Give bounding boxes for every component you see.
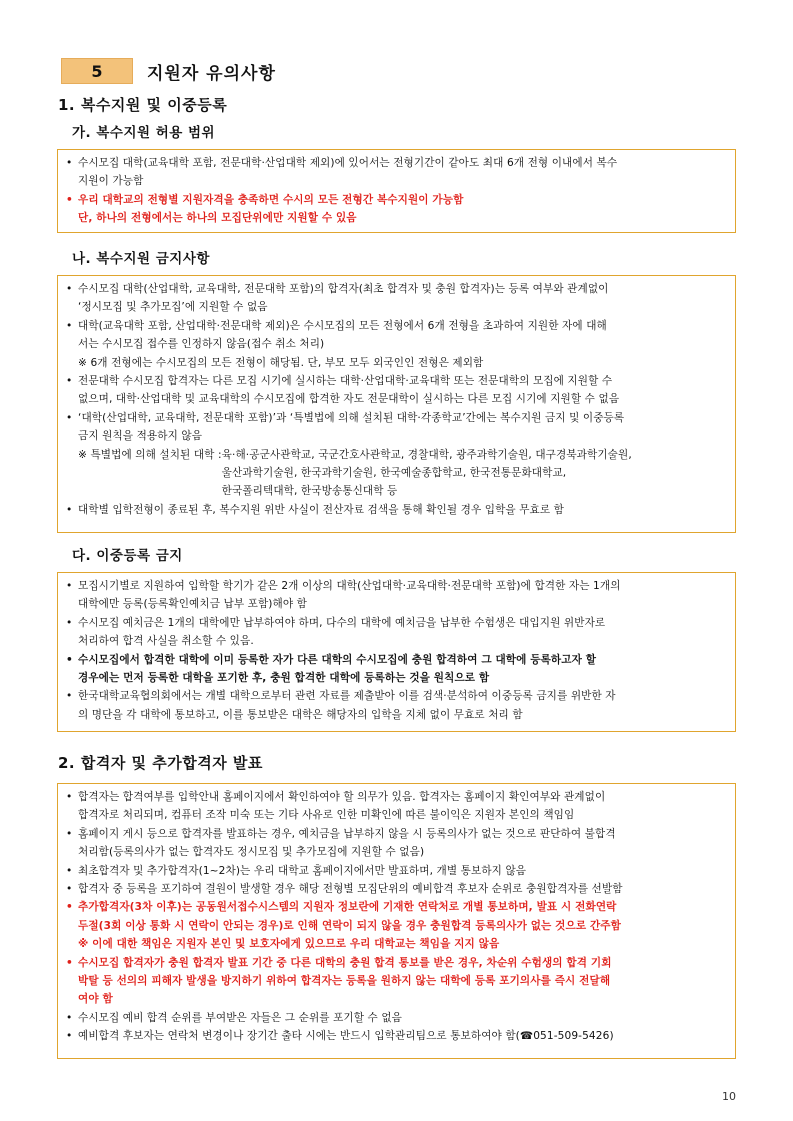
- list-item: • 합격자 중 등록을 포기하여 결원이 발생할 경우 해당 전형별 모집단위의 예비합격 후보자 순위로 충원합격자를 선발함: [66, 883, 623, 896]
- list-item: • 수시모집 예비 합격 순위를 부여받은 자들은 그 순위를 포기할 수 없음: [66, 1011, 403, 1024]
- box-prohibited: [57, 275, 736, 533]
- section-title: 지원자 유의사항: [147, 63, 276, 84]
- list-item: • 모집시기별로 지원하여 입학할 학기가 같은 2개 이상의 대학(산업대학·교육대학·전문대학 포함)에 합격한 자는 1개의 대학에만 등록(등록확인예치금 납부 포함)해야 함: [66, 580, 621, 611]
- list-item: • 예비합격 후보자는 연락처 변경이나 장기간 출타 시에는 반드시 입학관리팀으로 통보하여야 함(☎051-509-5426): [66, 1030, 614, 1043]
- subheading-double-registration: 다. 이중등록 금지: [72, 548, 183, 564]
- box-announcement: [57, 783, 736, 1059]
- list-item: • 수시모집에서 합격한 대학에 이미 등록한 자가 다른 대학의 수시모집에 충원 합격하여 그 대학에 등록하고자 할 경우에는 먼저 등록한 대학을 포기한 후, 충원 합격한 대학에 등록하는 것을 원칙으로 함: [66, 653, 597, 685]
- page-number: 10: [722, 1090, 736, 1103]
- box-allowed-range: [57, 149, 736, 233]
- list-item: • 전문대학 수시모집 합격자는 다른 모집 시기에 실시하는 대학·산업대학·교육대학 또는 전문대학의 모집에 지원할 수 없으며, 대학·산업대학 및 교육대학의 수시모집에 합격한 자도 전문대학이 실시하는 다른 모집 시기에 지원할 수 없음: [66, 375, 620, 406]
- box-double-registration: [57, 572, 736, 732]
- list-item: • 대학(교육대학 포함, 산업대학·전문대학 제외)은 수시모집의 모든 전형에서 6개 전형을 초과하여 지원한 자에 대해 서는 수시모집 접수를 인정하지 않음(접수 취소 처리) ※ 6개 전형에는 수시모집의 모든 전형이 해당됨. 단, 부모 모두 외국인인 전형은 제외함: [66, 319, 607, 369]
- special-law-note: ※ 특별법에 의해 설치된 대학 : 육·해·공군사관학교, 국군간호사관학교, 경찰대학, 광주과학기술원, 대구경북과학기술원, 울산과학기술원, 한국과학기술원, 한국예술종합학교, 한국전통문화대학교, 한국폴리텍대학, 한국방송통신대학 등: [78, 446, 727, 501]
- list-item: • 최초합격자 및 추가합격자(1~2차)는 우리 대학교 홈페이지에서만 발표하며, 개별 통보하지 않음: [66, 864, 527, 877]
- section-header: [61, 58, 276, 84]
- list-item: • 수시모집 대학(산업대학, 교육대학, 전문대학 포함)의 합격자(최초 합격자 및 충원 합격자)는 등록 여부와 관계없이 ‘정시모집 및 추가모집’에 지원할 수 없음: [66, 283, 609, 314]
- list-item: • 추가합격자(3차 이후)는 공동원서접수시스템의 지원자 정보란에 기재한 연락처로 개별 통보하며, 발표 시 전화연락 두절(3회 이상 통화 시 연락이 안되는 경우)로 인해 연락이 되지 않을 경우 충원합격 등록의사가 없는 것으로 간주함 ※ 이에 대한 책임은 지원자 본인 및 보호자에게 있으므로 우리 대학교는 책임을 지지 않음: [66, 901, 621, 951]
- list-item: • 수시모집 대학(교육대학 포함, 전문대학·산업대학 제외)에 있어서는 전형기간이 같아도 최대 6개 전형 이내에서 복수 지원이 가능함: [66, 157, 618, 188]
- heading-announcement: 2. 합격자 및 추가합격자 발표: [58, 754, 263, 772]
- list-item: • 합격자는 합격여부를 입학안내 홈페이지에서 확인하여야 할 의무가 있음. 합격자는 홈페이지 확인여부와 관계없이 합격자로 처리되며, 컴퓨터 조작 미숙 또는 기타 사유로 인한 미확인에 따른 불이익은 지원자 본인의 책임임: [66, 791, 606, 822]
- list-item: • 수시모집 예치금은 1개의 대학에만 납부하여야 하며, 다수의 대학에 예치금을 납부한 수험생은 대입지원 위반자로 처리하여 합격 사실을 취소할 수 있음.: [66, 616, 606, 648]
- list-item: • 한국대학교육협의회에서는 개별 대학으로부터 관련 자료를 제출받아 이를 검색·분석하여 이중등록 금지를 위반한 자 의 명단을 각 대학에 통보하고, 이를 통보받은 대학은 해당자의 입학을 지체 없이 무효로 처리 함: [66, 690, 616, 721]
- subheading-prohibited: 나. 복수지원 금지사항: [72, 251, 210, 267]
- list-item: • 우리 대학교의 전형별 지원자격을 충족하면 수시의 모든 전형간 복수지원이 가능함 단, 하나의 전형에서는 하나의 모집단위에만 지원할 수 있음: [66, 193, 464, 225]
- section-number: 5: [61, 58, 133, 84]
- list-item: • 홈페이지 게시 등으로 합격자를 발표하는 경우, 예치금을 납부하지 않을 시 등록의사가 없는 것으로 판단하여 불합격 처리함(등록의사가 없는 합격자도 정시모집 및 추가모집에 지원할 수 없음): [66, 827, 616, 859]
- list-item: • 대학별 입학전형이 종료된 후, 복수지원 위반 사실이 전산자료 검색을 통해 확인될 경우 입학을 무효로 함: [66, 503, 565, 516]
- special-law-list: 육·해·공군사관학교, 국군간호사관학교, 경찰대학, 광주과학기술원, 대구경북과학기술원, 울산과학기술원, 한국과학기술원, 한국예술종합학교, 한국전통문화대학교, 한국폴리텍대학, 한국방송통신대학 등: [221, 448, 632, 498]
- subheading-allowed-range: 가. 복수지원 허용 범위: [72, 125, 216, 141]
- list-item: • ‘대학(산업대학, 교육대학, 전문대학 포함)’과 ‘특별법에 의해 설치된 대학·각종학교’간에는 복수지원 금지 및 이중등록 금지 원칙을 적용하지 않음 ※ 특별법에 의해 설치된 대학 : 육·해·공군사관학교, 국군간호사관학교, 경찰대학, 광주과학기술원, 대구경북과학기술원, 울산과학기술원, 한국과학기술원, 한국예술종합학교, 한국전통문화대학교, 한국폴리텍대학, 한국방송통신대학 등: [66, 409, 727, 501]
- heading-multiple-application: 1. 복수지원 및 이중등록: [58, 96, 228, 114]
- list-item: • 수시모집 합격자가 충원 합격자 발표 기간 중 다른 대학의 충원 합격 통보를 받은 경우, 차순위 수험생의 합격 기회 박탈 등 선의의 피해자 발생을 방지하기 위하여 합격자는 등록을 원하지 않는 대학에 등록 포기의사를 즉시 전달해 여야 함: [66, 956, 612, 1006]
